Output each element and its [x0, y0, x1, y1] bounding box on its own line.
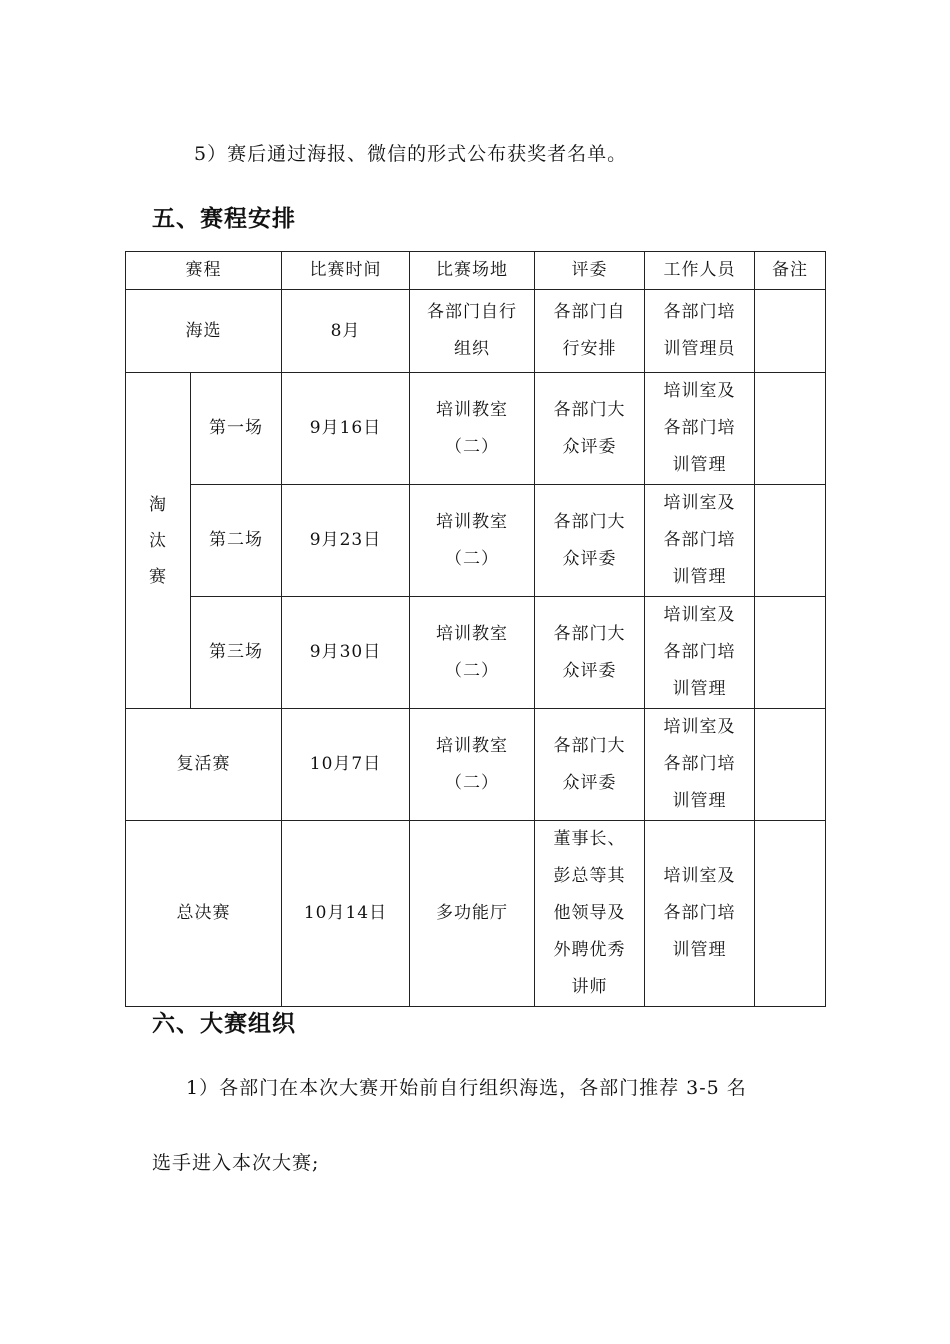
header-time: 比赛时间 — [282, 252, 410, 290]
item-5-text: 5）赛后通过海报、微信的形式公布获奖者名单。 — [194, 143, 628, 165]
venue-cell: 各部门自行 组织 — [410, 290, 535, 373]
note-cell — [755, 485, 826, 597]
note-cell — [755, 290, 826, 373]
stage-cell: 复活赛 — [126, 709, 282, 821]
table-row-final — [126, 821, 826, 1007]
table-row-round-2 — [126, 485, 826, 597]
note-cell — [755, 709, 826, 821]
note-cell — [755, 821, 826, 1007]
table-row-fuhuo — [126, 709, 826, 821]
section-heading-schedule: 五、赛程安排 — [152, 205, 296, 232]
stage-cell: 海选 — [126, 290, 282, 373]
staff-cell: 各部门培 训管理员 — [645, 290, 755, 373]
item-1-line-2: 选手进入本次大赛; — [152, 1152, 320, 1174]
judges-cell: 各部门自 行安排 — [535, 290, 645, 373]
section-heading-organization: 六、大赛组织 — [152, 1010, 296, 1037]
time-cell: 10月14日 — [282, 821, 410, 1007]
header-note: 备注 — [755, 252, 826, 290]
judges-cell: 各部门大 众评委 — [535, 373, 645, 485]
round-name-cell: 第三场 — [191, 597, 282, 709]
venue-cell: 多功能厅 — [410, 821, 535, 1007]
table-row-round-1 — [126, 373, 826, 485]
table-row-haixuan — [126, 290, 826, 373]
taotai-label: 淘 汰 赛 — [126, 373, 191, 709]
round-name-cell: 第一场 — [191, 373, 282, 485]
header-staff: 工作人员 — [645, 252, 755, 290]
note-cell — [755, 373, 826, 485]
header-stage: 赛程 — [126, 252, 282, 290]
venue-cell: 培训教室 （二） — [410, 597, 535, 709]
judges-cell: 各部门大 众评委 — [535, 485, 645, 597]
judges-cell: 各部门大 众评委 — [535, 597, 645, 709]
venue-cell: 培训教室 （二） — [410, 373, 535, 485]
header-judges: 评委 — [535, 252, 645, 290]
judges-cell: 董事长、 彭总等其 他领导及 外聘优秀 讲师 — [535, 821, 645, 1007]
header-venue: 比赛场地 — [410, 252, 535, 290]
time-cell: 10月7日 — [282, 709, 410, 821]
time-cell: 9月16日 — [282, 373, 410, 485]
note-cell — [755, 597, 826, 709]
table-row-round-3 — [126, 597, 826, 709]
judges-cell: 各部门大 众评委 — [535, 709, 645, 821]
stage-cell: 总决赛 — [126, 821, 282, 1007]
time-cell: 9月30日 — [282, 597, 410, 709]
time-cell: 9月23日 — [282, 485, 410, 597]
table-header-row — [126, 252, 826, 290]
staff-cell: 培训室及 各部门培 训管理 — [645, 709, 755, 821]
round-name-cell: 第二场 — [191, 485, 282, 597]
staff-cell: 培训室及 各部门培 训管理 — [645, 485, 755, 597]
time-cell: 8月 — [282, 290, 410, 373]
staff-cell: 培训室及 各部门培 训管理 — [645, 597, 755, 709]
venue-cell: 培训教室 （二） — [410, 485, 535, 597]
staff-cell: 培训室及 各部门培 训管理 — [645, 373, 755, 485]
item-1-line-1: 1）各部门在本次大赛开始前自行组织海选，各部门推荐 3-5 名 — [186, 1077, 747, 1099]
staff-cell: 培训室及 各部门培 训管理 — [645, 821, 755, 1007]
venue-cell: 培训教室 （二） — [410, 709, 535, 821]
schedule-table — [125, 251, 826, 1007]
